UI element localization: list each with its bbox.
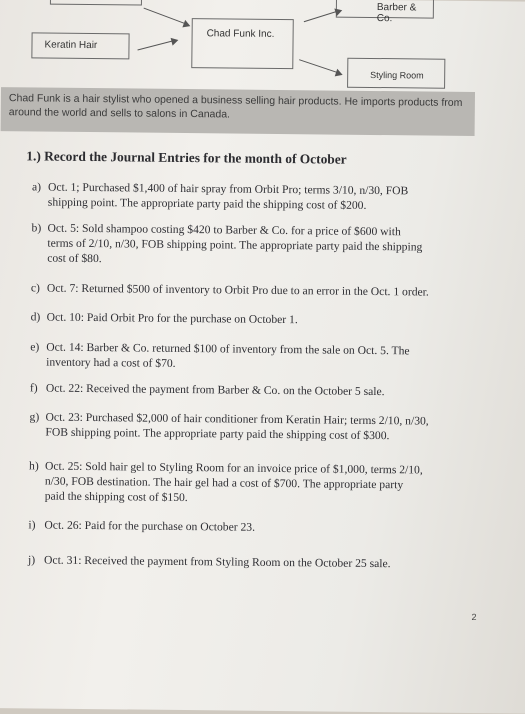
item-label: b) [31,221,42,235]
item-line: FOB shipping point. The appropriate party paid the shipping cost of $300. [45,425,390,443]
list-item [31,220,471,270]
arrow-right-icon [137,40,176,51]
list-item [29,458,469,508]
item-line: Oct. 31: Received the payment from Styling Room on the October 25 sale. [44,553,391,571]
item-line: Oct. 22: Received the payment from Barber & Co. on the October 5 sale. [45,381,385,399]
item-line: Oct. 14: Barber & Co. returned $100 of inventory from the sale on Oct. 5. The [46,340,410,358]
item-label: h) [29,459,39,473]
list-item [30,339,470,374]
intro-paragraph: Chad Funk is a hair stylist who opened a business selling hair products. He imports products from around the world and sells to salons in Canada. [1,87,475,136]
item-line: shipping point. The appropriate party paid the shipping cost of $200. [47,195,367,212]
item-label: j) [28,553,36,567]
customer-box-barber [336,0,434,25]
customer-label: Barber & Co. [376,2,417,25]
customer-box-styling-room [347,58,445,89]
vendor-box-orbit-pro [50,0,142,6]
item-label: c) [30,281,41,295]
item-label: f) [29,381,38,395]
arrow-right-icon [299,59,341,74]
list-item [30,380,470,400]
customer-label: Styling Room [370,69,424,81]
item-line: Oct. 26: Paid for the purchase on October 23. [44,518,256,534]
list-item [28,552,468,572]
company-box-chad-funk [191,18,294,69]
list-item [31,280,471,300]
item-line: terms of 2/10, n/30, FOB shipping point. The appropriate party paid the shipping [47,236,423,254]
page-number: 2 [471,612,477,623]
vendor-box-keratin-hair [31,32,129,59]
item-line: cost of $80. [47,251,102,266]
list-item [31,309,471,329]
item-label: e) [30,340,40,354]
question-heading: 1.) Record the Journal Entries for the month of October [26,148,347,167]
item-label: d) [30,310,41,324]
item-label: i) [28,518,36,532]
item-label: g) [29,410,40,424]
item-line: Oct. 5: Sold shampoo costing $420 to Barber & Co. for a price of $600 with [47,221,401,239]
item-line: inventory had a cost of $70. [46,355,176,370]
list-item [32,179,472,214]
item-line: Oct. 7: Returned $500 of inventory to Orbit Pro due to an error in the Oct. 1 order. [46,281,429,299]
item-line: Oct. 25: Sold hair gel to Styling Room for an invoice price of $1,000, terms 2/10, [45,459,423,477]
item-line: Oct. 23: Purchased $2,000 of hair conditioner from Keratin Hair; terms 2/10, n/30, [45,410,429,428]
item-line: Oct. 1; Purchased $1,400 of hair spray from Orbit Pro; terms 3/10, n/30, FOB [47,180,409,198]
list-item [28,517,468,537]
vendor-label: Keratin Hair [44,39,98,52]
arrow-right-icon [144,8,189,26]
company-label: Chad Funk Inc. [206,28,275,40]
item-line: n/30, FOB destination. The hair gel had a cost of $700. The appropriate party [44,474,404,492]
item-label: a) [31,180,42,194]
item-line: paid the shipping cost of $150. [44,489,188,505]
list-item [29,409,469,444]
item-line: Oct. 10: Paid Orbit Pro for the purchase on October 1. [46,310,298,327]
